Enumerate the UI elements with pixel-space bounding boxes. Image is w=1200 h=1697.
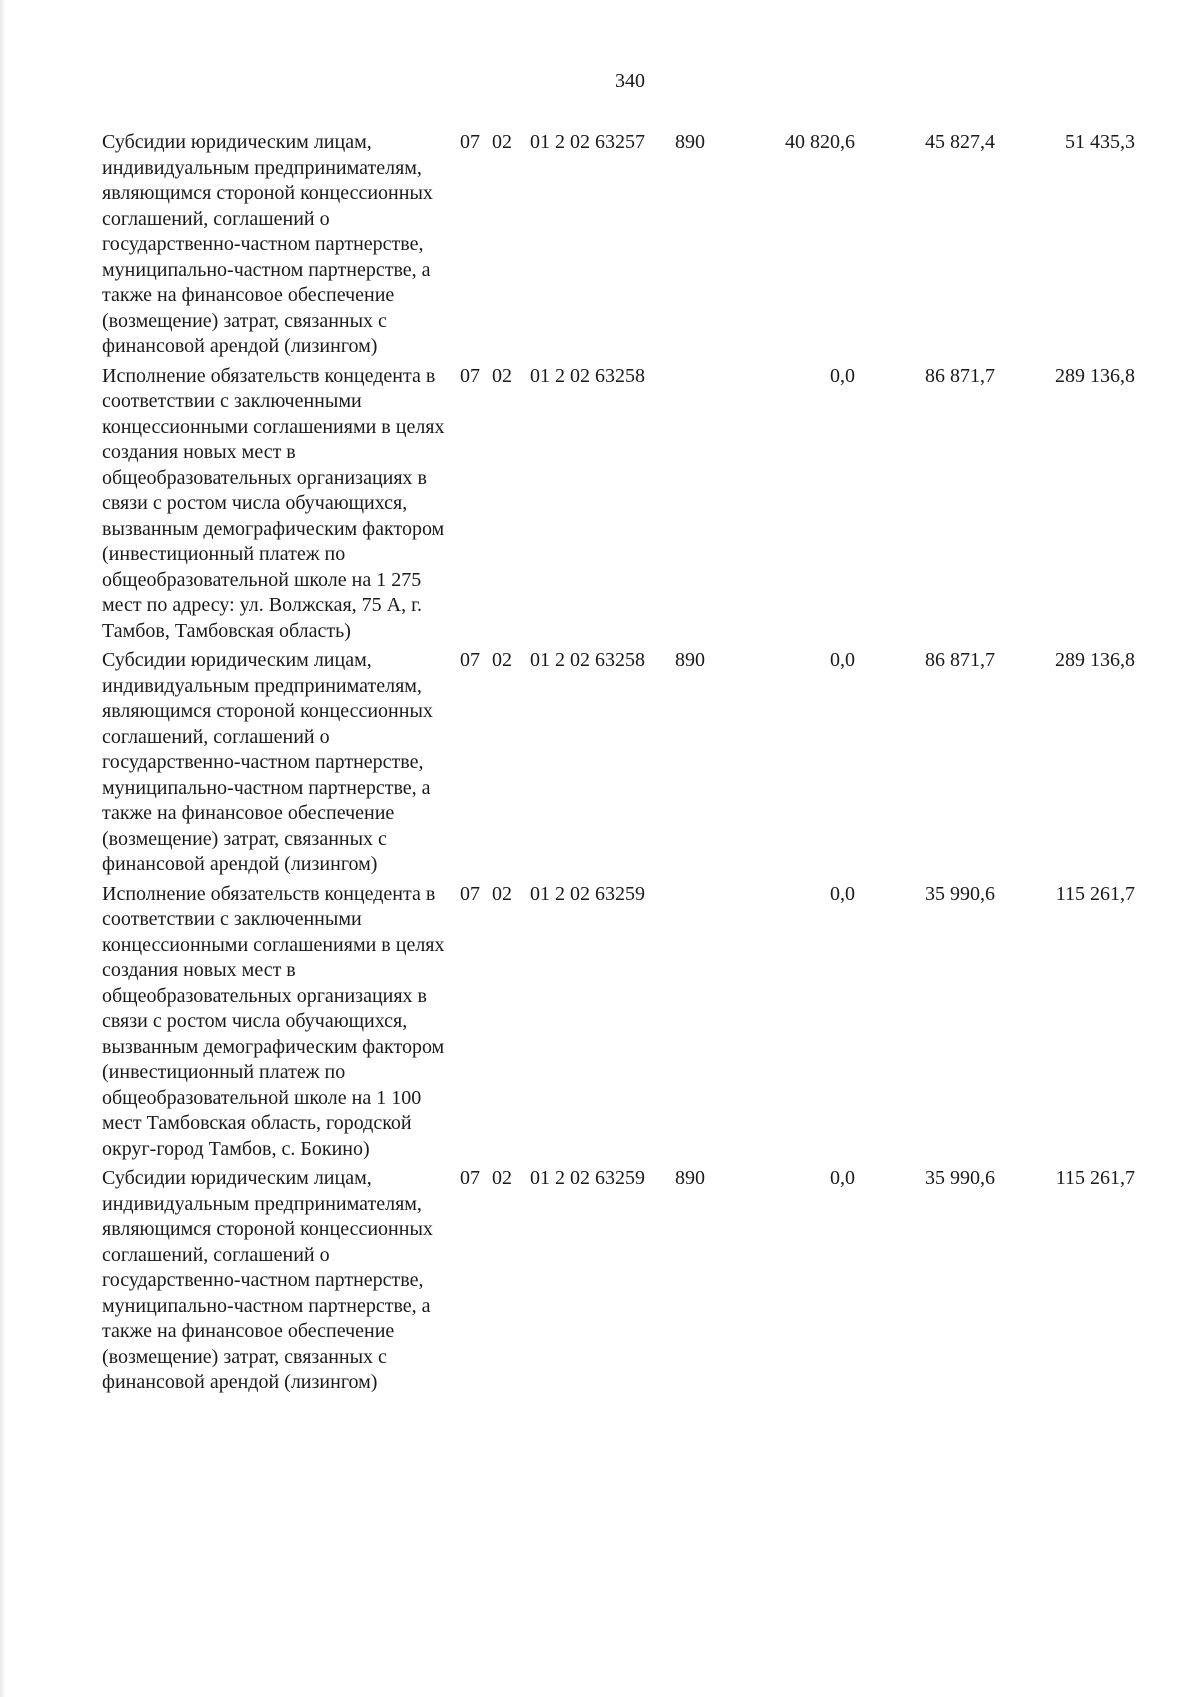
- table-row: [102, 648, 1172, 878]
- section-code: 07: [460, 1167, 480, 1189]
- amount-year-2: 45 827,4: [925, 131, 995, 153]
- section-code: 07: [460, 649, 480, 671]
- scan-edge-shadow: [0, 0, 6, 1697]
- expense-name: Субсидии юридическим лицам, индивидуальным предпринимателям, являющимся стороной концессионных соглашений, соглашений о государственно-частном партнерстве, муниципально-частном партнерстве, а также на финансовое обеспечение (возмещение) затрат, связанных с финансовой арендой (лизингом): [102, 649, 433, 875]
- amount-year-2: 35 990,6: [925, 882, 995, 905]
- amount-year-1: 0,0: [830, 1167, 855, 1189]
- target-article-code: 01 2 02 63259: [530, 1167, 645, 1189]
- page-number: 340: [615, 70, 645, 92]
- amount-year-1: 0,0: [830, 364, 855, 387]
- amount-year-3: 115 261,7: [1055, 1167, 1135, 1189]
- table-row: [102, 882, 1172, 1163]
- target-article-code: 01 2 02 63257: [530, 131, 645, 153]
- target-article-code: 01 2 02 63258: [530, 364, 645, 387]
- amount-year-1: 0,0: [830, 882, 855, 905]
- amount-year-3: 289 136,8: [1055, 649, 1135, 671]
- table-row: [102, 364, 1172, 645]
- expense-name: Субсидии юридическим лицам, индивидуальным предпринимателям, являющимся стороной концессионных соглашений, соглашений о государственно-частном партнерстве, муниципально-частном партнерстве, а также на финансовое обеспечение (возмещение) затрат, связанных с финансовой арендой (лизингом): [102, 1167, 433, 1393]
- amount-year-2: 86 871,7: [925, 649, 995, 671]
- expense-type-code: 890: [675, 131, 705, 153]
- target-article-code: 01 2 02 63258: [530, 649, 645, 671]
- table-row: [102, 1166, 1172, 1396]
- expense-name: Субсидии юридическим лицам, индивидуальным предпринимателям, являющимся стороной концессионных соглашений, соглашений о государственно-частном партнерстве, муниципально-частном партнерстве, а также на финансовое обеспечение (возмещение) затрат, связанных с финансовой арендой (лизингом): [102, 131, 433, 357]
- amount-year-3: 51 435,3: [1065, 131, 1135, 153]
- section-code: 07: [460, 364, 480, 387]
- budget-table: [102, 130, 1172, 1400]
- expense-type-code: 890: [675, 649, 705, 671]
- amount-year-1: 0,0: [830, 649, 855, 671]
- target-article-code: 01 2 02 63259: [530, 882, 645, 905]
- amount-year-3: 289 136,8: [1055, 364, 1135, 387]
- expense-name: Исполнение обязательств концедента в соответствии с заключенными концессионными соглашениями в целях создания новых мест в общеобразовательных организациях в связи с ростом числа обучающихся, вызванным демографическим фактором (инвестиционный платеж по общеобразовательной школе на 1 100 мест Тамбовская область, городской округ-город Тамбов, с. Бокино): [102, 882, 445, 1160]
- amount-year-2: 86 871,7: [925, 364, 995, 387]
- expense-name: Исполнение обязательств концедента в соответствии с заключенными концессионными соглашениями в целях создания новых мест в общеобразовательных организациях в связи с ростом числа обучающихся, вызванным демографическим фактором (инвестиционный платеж по общеобразовательной школе на 1 275 мест по адресу: ул. Волжская, 75 А, г. Тамбов, Тамбовская область): [102, 364, 445, 642]
- subsection-code: 02: [492, 131, 512, 153]
- subsection-code: 02: [492, 882, 512, 905]
- amount-year-2: 35 990,6: [925, 1167, 995, 1189]
- expense-type-code: 890: [675, 1167, 705, 1189]
- subsection-code: 02: [492, 364, 512, 387]
- subsection-code: 02: [492, 649, 512, 671]
- section-code: 07: [460, 131, 480, 153]
- amount-year-3: 115 261,7: [1055, 882, 1135, 905]
- section-code: 07: [460, 882, 480, 905]
- amount-year-1: 40 820,6: [785, 131, 855, 153]
- table-row: [102, 130, 1172, 360]
- subsection-code: 02: [492, 1167, 512, 1189]
